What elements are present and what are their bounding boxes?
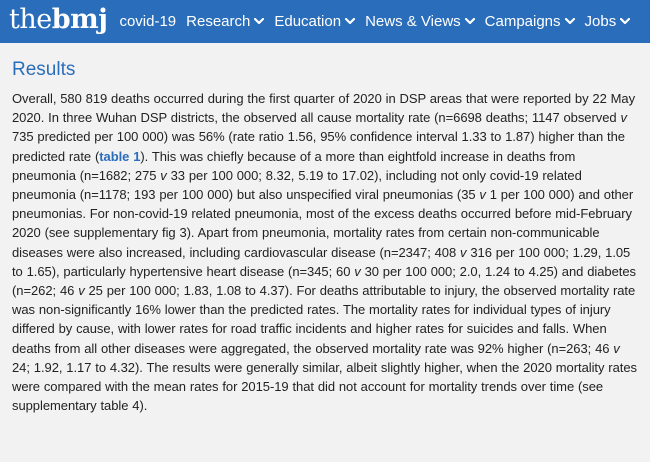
nav-menu [119,13,640,30]
text-segment: 25 per 100 000; 1.83, 1.08 to 4.37). For deaths attributable to injury, the observed mortality rate was non-significantly 16% lower than the predicted rates. The mortality rates for individual types of injury differed by cause, with lower rates for road traffic incidents and higher rates for suicides and falls. When deaths from all other diseases were aggregated, the observed mortality rate was 92% higher (n=263; 46 [12,283,636,356]
chevron-down-icon [620,18,630,25]
text-segment: 24; 1.92, 1.17 to 4.32). The results were generally similar, albeit slightly higher, when the 2020 mortality rates were compared with the mean rates for 2015-19 that did not account for mortality trends over time (see supplementary table 4). [12,359,637,414]
text-segment: ). This was chiefly because of a more than eightfold increase in deaths from pneumonia (n=1682; 275 [12,148,576,183]
nav-item-jobs[interactable] [585,13,631,30]
chevron-down-icon [565,18,575,25]
nav-item-label: Jobs [584,13,617,30]
logo-bmj: bmj [51,4,108,35]
text-segment: Overall, 580 819 deaths occurred during the first quarter of 2020 in DSP areas that were reported by 22 May 2020. In three Wuhan DSP districts, the observed all cause mortality rate (n=6698 deaths; 1147 observed [12,91,636,126]
nav-item-education[interactable] [274,13,355,30]
text-segment: 30 per 100 000; 2.0, 1.24 to 4.25) and diabetes (n=262; 46 [12,263,636,299]
results-paragraph [12,89,640,415]
nav-item-covid19[interactable] [119,13,176,30]
nav-item-label: Research [186,13,251,30]
nav-item-label: Campaigns [484,13,561,30]
nav-item-label: News & Views [365,13,461,30]
site-navbar [0,0,650,43]
text-segment: 735 predicted per 100 000) was 56% (rate ratio 1.56, 95% confidence interval 1.33 to 1.87) higher than the predicted rate ( [12,129,625,164]
versus-italic: v [160,167,167,183]
section-title: Results [12,59,76,80]
logo-the: the [9,4,52,35]
nav-item-news-views[interactable] [365,13,475,30]
versus-italic: v [354,263,361,279]
chevron-down-icon [254,18,264,25]
article-content [0,43,650,415]
versus-italic: v [479,187,486,203]
versus-italic: v [620,110,627,126]
text-segment: 316 per 100 000; 1.29, 1.05 to 1.65), particularly hypertensive heart disease (n=345; 60 [12,244,631,279]
versus-italic: v [460,244,467,260]
text-segment: 1 per 100 000) and other pneumonias. For non-covid-19 related pneumonia, most of the excess deaths occurred before mid-February 2020 (see supplementary fig 3). Apart from pneumonia, mortality rates from certain non-communicable diseases were also increased, including cardiovascular disease (n=2347; 408 [12,187,634,260]
text-segment: 33 per 100 000; 8.32, 5.19 to 17.02), including not only covid-19 related pneumonia (n=1178; 193 per 100 000) but also unspecified viral pneumonias (35 [12,167,582,203]
versus-italic: v [613,340,620,356]
chevron-down-icon [465,18,475,25]
nav-item-campaigns[interactable] [485,13,575,30]
nav-item-research[interactable] [186,13,264,30]
versus-italic: v [78,283,85,299]
chevron-down-icon [345,18,355,25]
table-1-link[interactable]: table 1 [99,148,141,164]
bmj-logo[interactable] [9,6,107,33]
nav-item-label: Education [274,13,342,30]
nav-item-label: covid-19 [119,13,177,30]
